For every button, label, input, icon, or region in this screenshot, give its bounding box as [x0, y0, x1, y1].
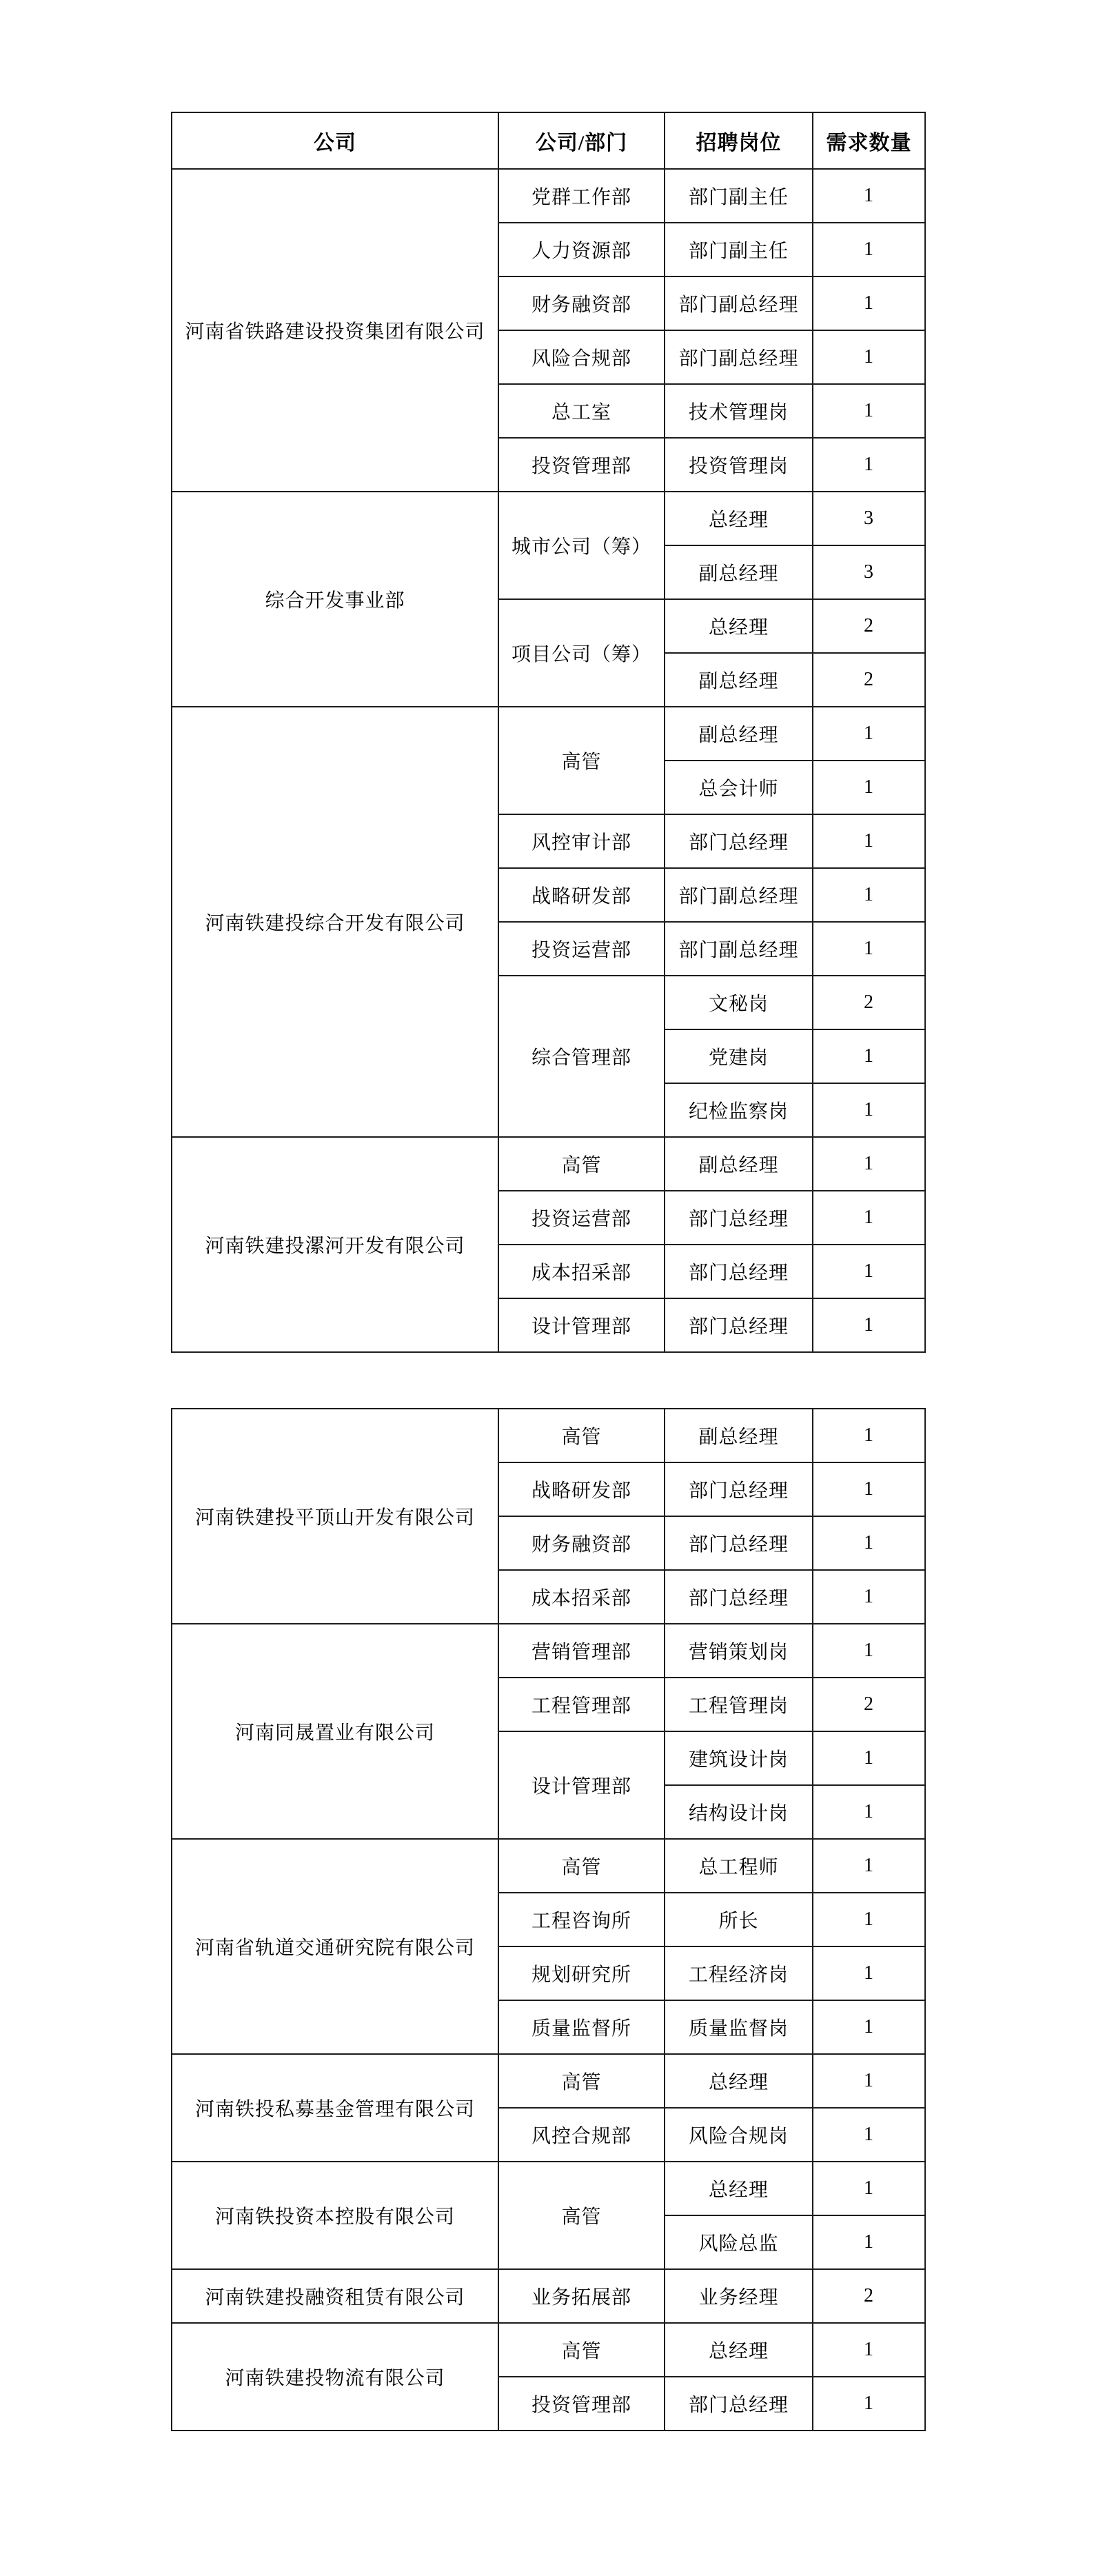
department-cell: 工程管理部: [498, 1678, 665, 1731]
position-cell: 总经理: [665, 2323, 813, 2377]
position-cell: 部门副总经理: [665, 868, 813, 922]
department-cell: 风控合规部: [498, 2108, 665, 2162]
header-company: 公司: [172, 112, 498, 169]
count-cell: 2: [813, 2269, 925, 2323]
department-cell: 投资管理部: [498, 2377, 665, 2431]
position-cell: 总会计师: [665, 761, 813, 814]
count-cell: 1: [813, 814, 925, 868]
position-cell: 技术管理岗: [665, 384, 813, 438]
position-cell: 副总经理: [665, 707, 813, 761]
department-cell: 高管: [498, 707, 665, 814]
department-cell: 工程咨询所: [498, 1893, 665, 1946]
table-row: [172, 2323, 925, 2377]
count-cell: 3: [813, 492, 925, 545]
count-cell: 1: [813, 868, 925, 922]
count-cell: 1: [813, 761, 925, 814]
count-cell: 1: [813, 1785, 925, 1839]
position-cell: 风险合规岗: [665, 2108, 813, 2162]
position-cell: 部门总经理: [665, 1516, 813, 1570]
position-cell: 党建岗: [665, 1029, 813, 1083]
count-cell: 1: [813, 1893, 925, 1946]
count-cell: 1: [813, 2054, 925, 2108]
position-cell: 工程经济岗: [665, 1946, 813, 2000]
position-cell: 部门副总经理: [665, 276, 813, 330]
recruitment-table-bottom: [171, 1408, 926, 2431]
department-cell: 投资运营部: [498, 1191, 665, 1245]
count-cell: 1: [813, 922, 925, 976]
company-cell: 河南同晟置业有限公司: [172, 1624, 498, 1839]
count-cell: 1: [813, 2215, 925, 2269]
count-cell: 1: [813, 1191, 925, 1245]
department-cell: 财务融资部: [498, 1516, 665, 1570]
department-cell: 财务融资部: [498, 276, 665, 330]
count-cell: 2: [813, 1678, 925, 1731]
table-row: [172, 492, 925, 545]
position-cell: 部门副总经理: [665, 330, 813, 384]
department-cell: 设计管理部: [498, 1731, 665, 1839]
department-cell: 高管: [498, 2323, 665, 2377]
count-cell: 1: [813, 1137, 925, 1191]
position-cell: 总经理: [665, 492, 813, 545]
position-cell: 副总经理: [665, 1409, 813, 1462]
count-cell: 3: [813, 545, 925, 599]
department-cell: 设计管理部: [498, 1298, 665, 1352]
position-cell: 风险总监: [665, 2215, 813, 2269]
position-cell: 建筑设计岗: [665, 1731, 813, 1785]
department-cell: 投资管理部: [498, 438, 665, 492]
count-cell: 1: [813, 2323, 925, 2377]
count-cell: 1: [813, 223, 925, 276]
count-cell: 1: [813, 330, 925, 384]
position-cell: 部门总经理: [665, 1570, 813, 1624]
count-cell: 1: [813, 1462, 925, 1516]
department-cell: 总工室: [498, 384, 665, 438]
department-cell: 质量监督所: [498, 2000, 665, 2054]
company-cell: 综合开发事业部: [172, 492, 498, 707]
company-cell: 河南铁建投漯河开发有限公司: [172, 1137, 498, 1352]
count-cell: 1: [813, 1516, 925, 1570]
position-cell: 副总经理: [665, 1137, 813, 1191]
table-row: [172, 1839, 925, 1893]
count-cell: 1: [813, 1083, 925, 1137]
position-cell: 部门副主任: [665, 223, 813, 276]
department-cell: 高管: [498, 2162, 665, 2269]
company-cell: 河南省铁路建设投资集团有限公司: [172, 169, 498, 492]
company-cell: 河南铁投资本控股有限公司: [172, 2162, 498, 2269]
department-cell: 战略研发部: [498, 868, 665, 922]
department-cell: 高管: [498, 1839, 665, 1893]
count-cell: 1: [813, 1298, 925, 1352]
position-cell: 文秘岗: [665, 976, 813, 1029]
count-cell: 1: [813, 1731, 925, 1785]
position-cell: 部门总经理: [665, 1245, 813, 1298]
header-company-dept: 公司/部门: [498, 112, 665, 169]
count-cell: 2: [813, 976, 925, 1029]
table-row: [172, 1137, 925, 1191]
position-cell: 副总经理: [665, 545, 813, 599]
table-row: [172, 1409, 925, 1462]
department-cell: 党群工作部: [498, 169, 665, 223]
count-cell: 1: [813, 2108, 925, 2162]
count-cell: 1: [813, 1839, 925, 1893]
count-cell: 2: [813, 653, 925, 707]
count-cell: 1: [813, 2000, 925, 2054]
position-cell: 部门总经理: [665, 1462, 813, 1516]
position-cell: 部门总经理: [665, 1191, 813, 1245]
position-cell: 业务经理: [665, 2269, 813, 2323]
department-cell: 高管: [498, 1137, 665, 1191]
department-cell: 战略研发部: [498, 1462, 665, 1516]
department-cell: 项目公司（筹）: [498, 599, 665, 707]
company-cell: 河南铁建投综合开发有限公司: [172, 707, 498, 1137]
count-cell: 1: [813, 2377, 925, 2431]
department-cell: 投资运营部: [498, 922, 665, 976]
count-cell: 1: [813, 276, 925, 330]
table-row: [172, 169, 925, 223]
count-cell: 1: [813, 1946, 925, 2000]
table-row: [172, 2269, 925, 2323]
department-cell: 业务拓展部: [498, 2269, 665, 2323]
position-cell: 纪检监察岗: [665, 1083, 813, 1137]
department-cell: 高管: [498, 2054, 665, 2108]
department-cell: 成本招采部: [498, 1570, 665, 1624]
count-cell: 1: [813, 707, 925, 761]
position-cell: 质量监督岗: [665, 2000, 813, 2054]
position-cell: 部门总经理: [665, 1298, 813, 1352]
position-cell: 部门副主任: [665, 169, 813, 223]
table-row: [172, 1624, 925, 1678]
position-cell: 总工程师: [665, 1839, 813, 1893]
table-row: [172, 2054, 925, 2108]
position-cell: 工程管理岗: [665, 1678, 813, 1731]
position-cell: 总经理: [665, 2054, 813, 2108]
company-cell: 河南铁建投平顶山开发有限公司: [172, 1409, 498, 1624]
department-cell: 规划研究所: [498, 1946, 665, 2000]
position-cell: 部门总经理: [665, 814, 813, 868]
position-cell: 投资管理岗: [665, 438, 813, 492]
company-cell: 河南铁建投融资租赁有限公司: [172, 2269, 498, 2323]
count-cell: 1: [813, 1570, 925, 1624]
position-cell: 部门副总经理: [665, 922, 813, 976]
count-cell: 2: [813, 599, 925, 653]
count-cell: 1: [813, 1245, 925, 1298]
table-row: [172, 707, 925, 761]
count-cell: 1: [813, 1409, 925, 1462]
department-cell: 综合管理部: [498, 976, 665, 1137]
department-cell: 高管: [498, 1409, 665, 1462]
department-cell: 人力资源部: [498, 223, 665, 276]
count-cell: 1: [813, 1624, 925, 1678]
count-cell: 1: [813, 1029, 925, 1083]
department-cell: 成本招采部: [498, 1245, 665, 1298]
department-cell: 风控审计部: [498, 814, 665, 868]
header-position: 招聘岗位: [665, 112, 813, 169]
department-cell: 营销管理部: [498, 1624, 665, 1678]
company-cell: 河南省轨道交通研究院有限公司: [172, 1839, 498, 2054]
position-cell: 副总经理: [665, 653, 813, 707]
count-cell: 1: [813, 438, 925, 492]
recruitment-table-top: [171, 112, 926, 1353]
count-cell: 1: [813, 169, 925, 223]
company-cell: 河南铁投私募基金管理有限公司: [172, 2054, 498, 2162]
company-cell: 河南铁建投物流有限公司: [172, 2323, 498, 2431]
department-cell: 城市公司（筹）: [498, 492, 665, 599]
position-cell: 结构设计岗: [665, 1785, 813, 1839]
count-cell: 1: [813, 384, 925, 438]
position-cell: 部门总经理: [665, 2377, 813, 2431]
position-cell: 营销策划岗: [665, 1624, 813, 1678]
header-row: [172, 112, 925, 169]
department-cell: 风险合规部: [498, 330, 665, 384]
table-row: [172, 2162, 925, 2215]
count-cell: 1: [813, 2162, 925, 2215]
position-cell: 总经理: [665, 2162, 813, 2215]
position-cell: 所长: [665, 1893, 813, 1946]
position-cell: 总经理: [665, 599, 813, 653]
header-count: 需求数量: [813, 112, 925, 169]
